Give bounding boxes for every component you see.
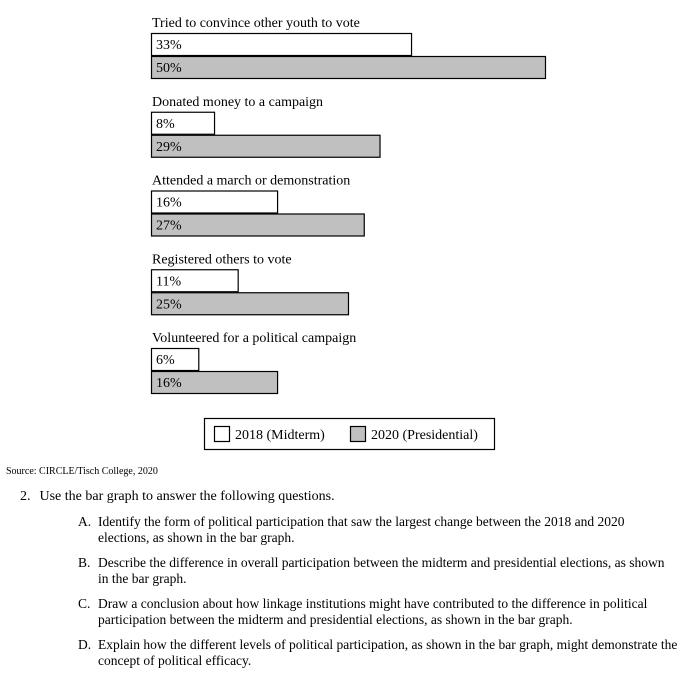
data-label: 16%: [156, 376, 182, 391]
part-letter: B.: [78, 555, 91, 570]
legend-label: 2018 (Midterm): [235, 428, 325, 443]
question-parts: [78, 514, 678, 678]
part-text: Draw a conclusion about how linkage institutions might have contributed to the difference in political participation between the midterm and presidential elections, as shown in the bar graph.: [98, 596, 648, 627]
category-label: Attended a march or demonstration: [152, 173, 351, 189]
question-part-d: [78, 637, 678, 669]
part-text: Identify the form of political participation that saw the largest change between the 2018 and 2020 elections, as shown in the bar graph.: [98, 514, 625, 545]
data-label: 50%: [156, 61, 182, 76]
bar-midterm-2018: [152, 34, 412, 56]
source-note: Source: CIRCLE/Tisch College, 2020: [6, 466, 158, 477]
legend-label: 2020 (Presidential): [371, 428, 478, 443]
question-prompt: Use the bar graph to answer the following questions.: [39, 489, 335, 504]
data-label: 27%: [156, 218, 182, 234]
part-letter: C.: [78, 596, 91, 611]
legend-swatch: [215, 427, 230, 442]
part-text: Describe the difference in overall participation between the midterm and presidential elections, as shown in the bar graph.: [98, 555, 665, 586]
question-part-a: [78, 514, 678, 546]
data-label: 25%: [156, 297, 182, 313]
category-label: Volunteered for a political campaign: [152, 331, 357, 346]
data-label: 16%: [156, 195, 182, 211]
data-label: 8%: [156, 116, 175, 132]
question-heading: [20, 489, 335, 505]
legend-swatch: [351, 427, 366, 442]
question-part-c: [78, 596, 678, 628]
data-label: 6%: [156, 353, 175, 368]
bar-presidential-2020: [152, 135, 381, 157]
bar-presidential-2020: [152, 214, 365, 236]
data-label: 29%: [156, 139, 182, 155]
data-label: 33%: [156, 38, 182, 53]
data-label: 11%: [156, 274, 182, 290]
category-label: Donated money to a campaign: [152, 94, 324, 110]
bar-presidential-2020: [152, 57, 546, 79]
question-part-b: [78, 555, 678, 587]
part-letter: D.: [78, 637, 92, 652]
part-text: Explain how the different levels of political participation, as shown in the bar graph, might demonstrate the concept of political efficacy.: [98, 637, 678, 668]
category-label: Tried to convince other youth to vote: [152, 16, 360, 31]
category-label: Registered others to vote: [152, 252, 292, 268]
part-letter: A.: [78, 514, 92, 529]
question-number: 2.: [20, 489, 31, 504]
